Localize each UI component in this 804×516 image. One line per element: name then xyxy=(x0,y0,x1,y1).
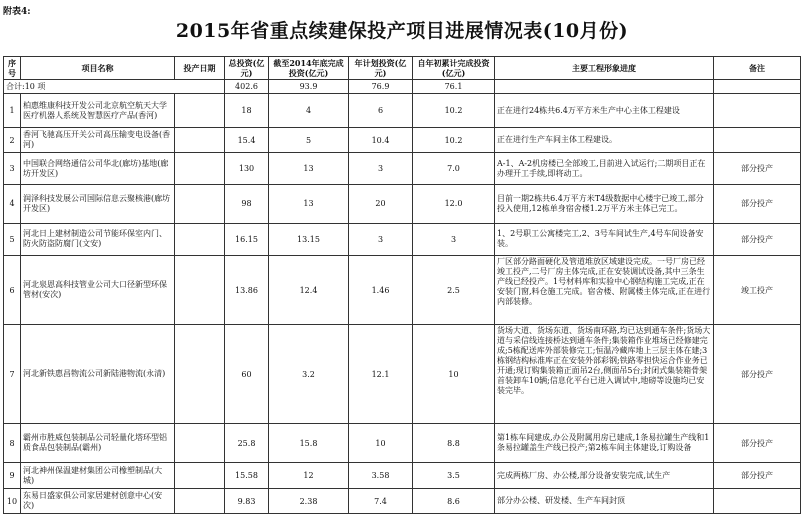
row-progress: 厂区部分路面硬化及管道堆放区域建设完成。一号厂房已经竣工投产,二号厂房主体完成,正在安装调试设备,其中三条生产线已经投产。1号材料库和实验中心钢结构施工完成,正在安装门窗,料仓施工完成。宿舍楼、附属楼主体完成,正在进行内部装修。 xyxy=(495,256,714,325)
row-plan: 12.1 xyxy=(349,325,413,424)
summary-done2014: 93.9 xyxy=(269,80,349,94)
row-done2014: 13 xyxy=(269,153,349,185)
row-done2014: 13 xyxy=(269,184,349,223)
row-seq: 7 xyxy=(4,325,21,424)
row-note xyxy=(714,489,801,514)
row-name: 润泽科技发展公司国际信息云聚核港(廊坊开发区) xyxy=(21,184,175,223)
row-name: 河北新铁惠昌物流公司新陆港物流(永清) xyxy=(21,325,175,424)
row-progress: 正在进行24栋共6.4万平方米生产中心主体工程建设 xyxy=(495,94,714,128)
row-seq: 10 xyxy=(4,489,21,514)
summary-label: 合计:10 项 xyxy=(4,80,225,94)
row-note: 部分投产 xyxy=(714,223,801,256)
table-row xyxy=(4,325,801,424)
row-note: 竣工投产 xyxy=(714,256,801,325)
row-seq: 3 xyxy=(4,153,21,185)
row-date xyxy=(175,256,225,325)
row-total: 25.8 xyxy=(225,424,269,463)
row-name: 香河飞驰高压开关公司高压输变电设备(香河) xyxy=(21,127,175,152)
row-ytd: 10 xyxy=(413,325,495,424)
row-ytd: 7.0 xyxy=(413,153,495,185)
row-note: 部分投产 xyxy=(714,153,801,185)
row-note: 部分投产 xyxy=(714,184,801,223)
row-total: 60 xyxy=(225,325,269,424)
header-note: 备注 xyxy=(714,57,801,80)
table-row xyxy=(4,223,801,256)
row-ytd: 12.0 xyxy=(413,184,495,223)
row-plan: 10 xyxy=(349,424,413,463)
row-total: 130 xyxy=(225,153,269,185)
row-progress: 1、2号职工公寓楼完工,2、3号车间试生产,4号车间设备安装。 xyxy=(495,223,714,256)
row-name: 霸州市胜威包装制品公司轻量化塔环型铝质食品包装制品(霸州) xyxy=(21,424,175,463)
row-name: 河北日上建材制造公司节能环保室内门、防火防盗防腐门(文安) xyxy=(21,223,175,256)
row-done2014: 3.2 xyxy=(269,325,349,424)
project-table xyxy=(3,56,801,514)
row-total: 16.15 xyxy=(225,223,269,256)
row-note xyxy=(714,94,801,128)
row-done2014: 15.8 xyxy=(269,424,349,463)
row-date xyxy=(175,325,225,424)
row-ytd: 8.6 xyxy=(413,489,495,514)
row-plan: 6 xyxy=(349,94,413,128)
row-note: 部分投产 xyxy=(714,462,801,488)
row-total: 18 xyxy=(225,94,269,128)
row-progress: 正在进行生产车间主体工程建设。 xyxy=(495,127,714,152)
row-ytd: 3.5 xyxy=(413,462,495,488)
header-date: 投产日期 xyxy=(175,57,225,80)
header-seq: 序号 xyxy=(4,57,21,80)
table-row xyxy=(4,184,801,223)
summary-plan: 76.9 xyxy=(349,80,413,94)
table-row xyxy=(4,256,801,325)
row-date xyxy=(175,489,225,514)
row-total: 9.83 xyxy=(225,489,269,514)
row-seq: 8 xyxy=(4,424,21,463)
row-name: 柏惠维康科技开发公司北京航空航天大学医疗机器人系统及智慧医疗产品(香河) xyxy=(21,94,175,128)
page-title: 2015年省重点续建保投产项目进展情况表(10月份) xyxy=(175,20,629,42)
table-row xyxy=(4,489,801,514)
row-seq: 1 xyxy=(4,94,21,128)
row-seq: 5 xyxy=(4,223,21,256)
row-seq: 9 xyxy=(4,462,21,488)
table-row xyxy=(4,153,801,185)
row-plan: 10.4 xyxy=(349,127,413,152)
summary-progress xyxy=(495,80,714,94)
row-done2014: 12 xyxy=(269,462,349,488)
row-ytd: 8.8 xyxy=(413,424,495,463)
table-row xyxy=(4,462,801,488)
row-date xyxy=(175,127,225,152)
row-note xyxy=(714,127,801,152)
row-done2014: 2.38 xyxy=(269,489,349,514)
row-seq: 2 xyxy=(4,127,21,152)
table-row xyxy=(4,94,801,128)
row-plan: 3 xyxy=(349,223,413,256)
table-row xyxy=(4,127,801,152)
row-seq: 6 xyxy=(4,256,21,325)
appendix-label: 附表4: xyxy=(3,7,31,17)
header-total: 总投资(亿元) xyxy=(225,57,269,80)
row-progress: 部分办公楼、研发楼、生产车间封顶 xyxy=(495,489,714,514)
row-plan: 7.4 xyxy=(349,489,413,514)
row-plan: 20 xyxy=(349,184,413,223)
row-seq: 4 xyxy=(4,184,21,223)
row-name: 河北神州保温建材集团公司橡塑制品(大城) xyxy=(21,462,175,488)
row-done2014: 13.15 xyxy=(269,223,349,256)
row-note: 部分投产 xyxy=(714,424,801,463)
row-plan: 1.46 xyxy=(349,256,413,325)
row-ytd: 10.2 xyxy=(413,127,495,152)
row-name: 东易日盛家俱公司家居建材创意中心(安次) xyxy=(21,489,175,514)
summary-note xyxy=(714,80,801,94)
row-progress: 货场大道、货场东道、货场南环路,均已达到通车条件;货场大道与采信线连接桥达到通车条件;集装箱作业堆场已经修建完成;5栋配送库外部装修完工;恒温冷藏库地上三层主体在建;3栋钢结构标准库正在安装外部彩钢;铁路零担快运合作业务已开通;现订购集装箱正面吊2台,侧面吊5台;封闭式集装箱骨架首装卸车10辆;信息化平台已进入调试中,地磅等设施均已安装完毕。 xyxy=(495,325,714,424)
row-date xyxy=(175,184,225,223)
row-name: 河北泉恩高科技管业公司大口径新型环保管材(安次) xyxy=(21,256,175,325)
row-done2014: 12.4 xyxy=(269,256,349,325)
header-progress: 主要工程形象进度 xyxy=(495,57,714,80)
row-done2014: 4 xyxy=(269,94,349,128)
row-plan: 3.58 xyxy=(349,462,413,488)
header-done2014: 截至2014年底完成投资(亿元) xyxy=(269,57,349,80)
summary-total: 402.6 xyxy=(225,80,269,94)
row-date xyxy=(175,462,225,488)
row-total: 13.86 xyxy=(225,256,269,325)
row-date xyxy=(175,153,225,185)
row-progress: 第1栋车间建成,办公及附属用房已建成,1条易拉罐生产线和1条易拉罐盖生产线已投产;第2栋车间主体建设,订购设备 xyxy=(495,424,714,463)
header-name: 项目名称 xyxy=(21,57,175,80)
row-ytd: 2.5 xyxy=(413,256,495,325)
row-total: 98 xyxy=(225,184,269,223)
header-plan: 年计划投资(亿元) xyxy=(349,57,413,80)
row-total: 15.4 xyxy=(225,127,269,152)
row-ytd: 10.2 xyxy=(413,94,495,128)
row-total: 15.58 xyxy=(225,462,269,488)
row-done2014: 5 xyxy=(269,127,349,152)
row-progress: A-1、A-2机房楼已全部竣工,目前进入试运行;二期项目正在办理开工手续,即将动工。 xyxy=(495,153,714,185)
row-name: 中国联合网络通信公司华北(廊坊)基地(廊坊开发区) xyxy=(21,153,175,185)
row-note: 部分投产 xyxy=(714,325,801,424)
header-row xyxy=(4,57,801,80)
row-date xyxy=(175,223,225,256)
row-date xyxy=(175,424,225,463)
row-plan: 3 xyxy=(349,153,413,185)
row-ytd: 3 xyxy=(413,223,495,256)
table-row xyxy=(4,424,801,463)
summary-row xyxy=(4,80,801,94)
header-ytd: 自年初累计完成投资(亿元) xyxy=(413,57,495,80)
summary-ytd: 76.1 xyxy=(413,80,495,94)
row-progress: 目前一期2栋共6.4万平方米T4级数据中心楼宇已竣工,部分投入使用,12栋单身宿舍楼1.2万平方米主体已完工。 xyxy=(495,184,714,223)
row-progress: 完成两栋厂房、办公楼,部分设备安装完成,试生产 xyxy=(495,462,714,488)
row-date xyxy=(175,94,225,128)
